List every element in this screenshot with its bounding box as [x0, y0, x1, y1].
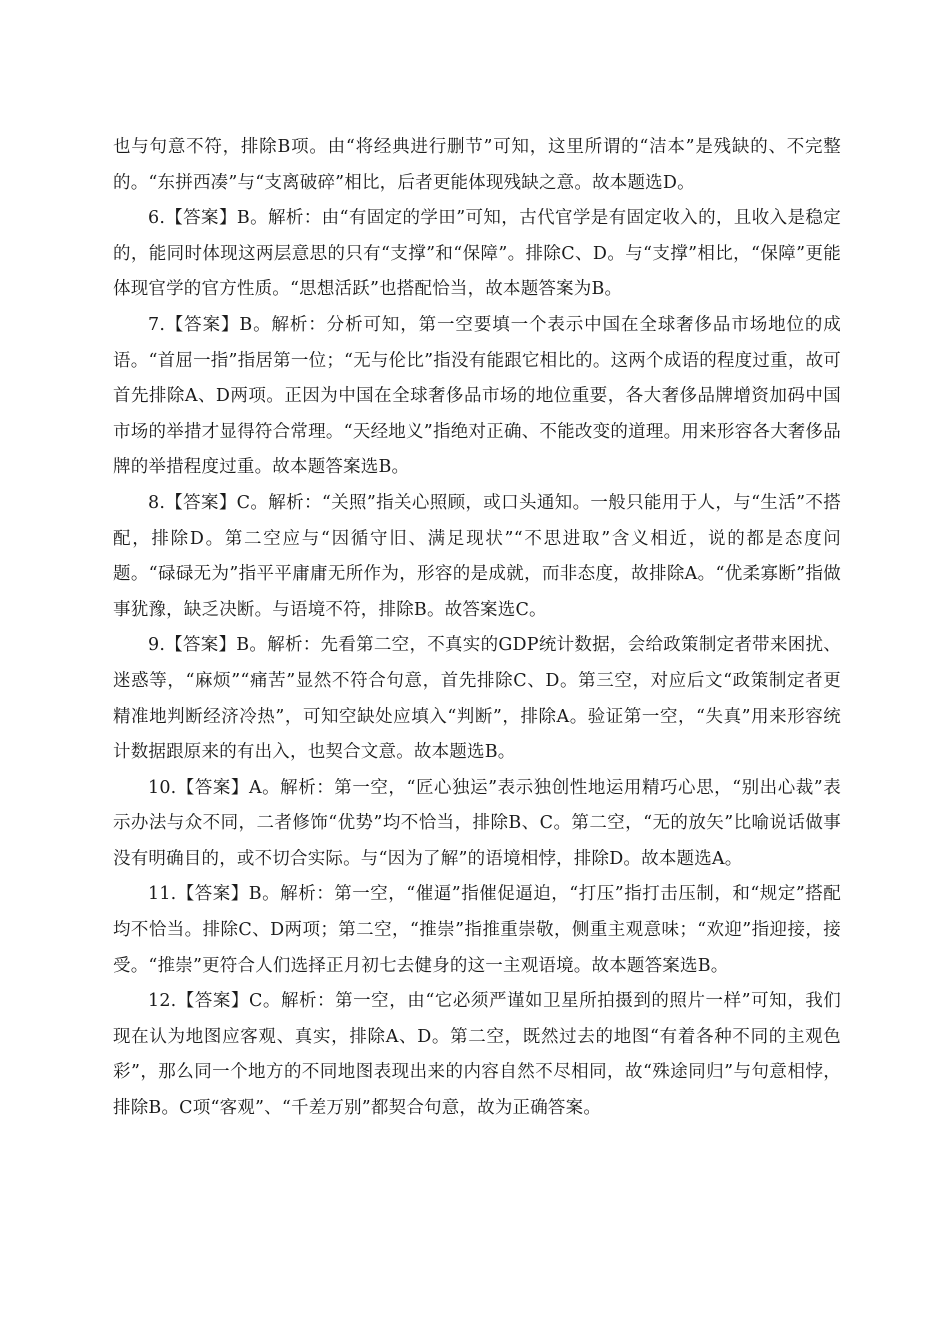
- paragraph-question-11: 11.【答案】B。解析：第一空，“催逼”指催促逼迫，“打压”指打击压制，和“规定”搭配均不恰当。排除C、D两项；第二空，“推崇”指推重崇敬，侧重主观意味；“欢迎”指迎接，接受。“推崇”更符合人们选择正月初七去健身的这一主观语境。故本题答案选B。: [113, 884, 841, 976]
- paragraph-continuation: 也与句意不符，排除B项。由“将经典进行删节”可知，这里所谓的“洁本”是残缺的、不完整的。“东拼西凑”与“支离破碎”相比，后者更能体现残缺之意。故本题选D。: [113, 137, 841, 193]
- paragraph-question-12: 12.【答案】C。解析：第一空，由“它必须严谨如卫星所拍摄到的照片一样”可知，我们现在认为地图应客观、真实，排除A、D。第二空，既然过去的地图“有着各种不同的主观色彩”，那么同一个地方的不同地图表现出来的内容自然不尽相同，故“殊途同归”与句意相悖，排除B。C项“客观”、“千差万别”都契合句意，故为正确答案。: [113, 991, 841, 1119]
- paragraph-question-6: 6.【答案】B。解析：由“有固定的学田”可知，古代官学是有固定收入的，且收入是稳定的，能同时体现这两层意思的只有“支撑”和“保障”。排除C、D。与“支撑”相比，“保障”更能体现官学的官方性质。“思想活跃”也搭配恰当，故本题答案为B。: [113, 208, 841, 300]
- answer-explanations-page: [113, 130, 841, 1127]
- paragraph-question-7: 7.【答案】B。解析：分析可知，第一空要填一个表示中国在全球奢侈品市场地位的成语。“首屈一指”指居第一位；“无与伦比”指没有能跟它相比的。这两个成语的程度过重，故可首先排除A、D两项。正因为中国在全球奢侈品市场的地位重要，各大奢侈品牌增资加码中国市场的举措才显得符合常理。“天经地义”指绝对正确、不能改变的道理。用来形容各大奢侈品牌的举措程度过重。故本题答案选B。: [113, 314, 841, 478]
- paragraph-question-10: 10.【答案】A。解析：第一空，“匠心独运”表示独创性地运用精巧心思，“别出心裁”表示办法与众不同，二者修饰“优势”均不恰当，排除B、C。第二空，“无的放矢”比喻说话做事没有明确目的，或不切合实际。与“因为了解”的语境相悖，排除D。故本题选A。: [113, 777, 841, 869]
- paragraph-question-9: 9.【答案】B。解析：先看第二空，不真实的GDP统计数据，会给政策制定者带来困扰、迷惑等，“麻烦”“痛苦”显然不符合句意，首先排除C、D。第三空，对应后文“政策制定者更精准地判断经济冷热”，可知空缺处应填入“判断”，排除A。验证第一空，“失真”用来形容统计数据跟原来的有出入，也契合文意。故本题选B。: [113, 635, 841, 763]
- paragraph-question-8: 8.【答案】C。解析：“关照”指关心照顾，或口头通知。一般只能用于人，与“生活”不搭配，排除D。第二空应与“因循守旧、满足现状”“不思进取”含义相近，说的都是态度问题。“碌碌无为”指平平庸庸无所作为，形容的是成就，而非态度，故排除A。“优柔寡断”指做事犹豫，缺乏决断。与语境不符，排除B。故答案选C。: [113, 492, 841, 620]
